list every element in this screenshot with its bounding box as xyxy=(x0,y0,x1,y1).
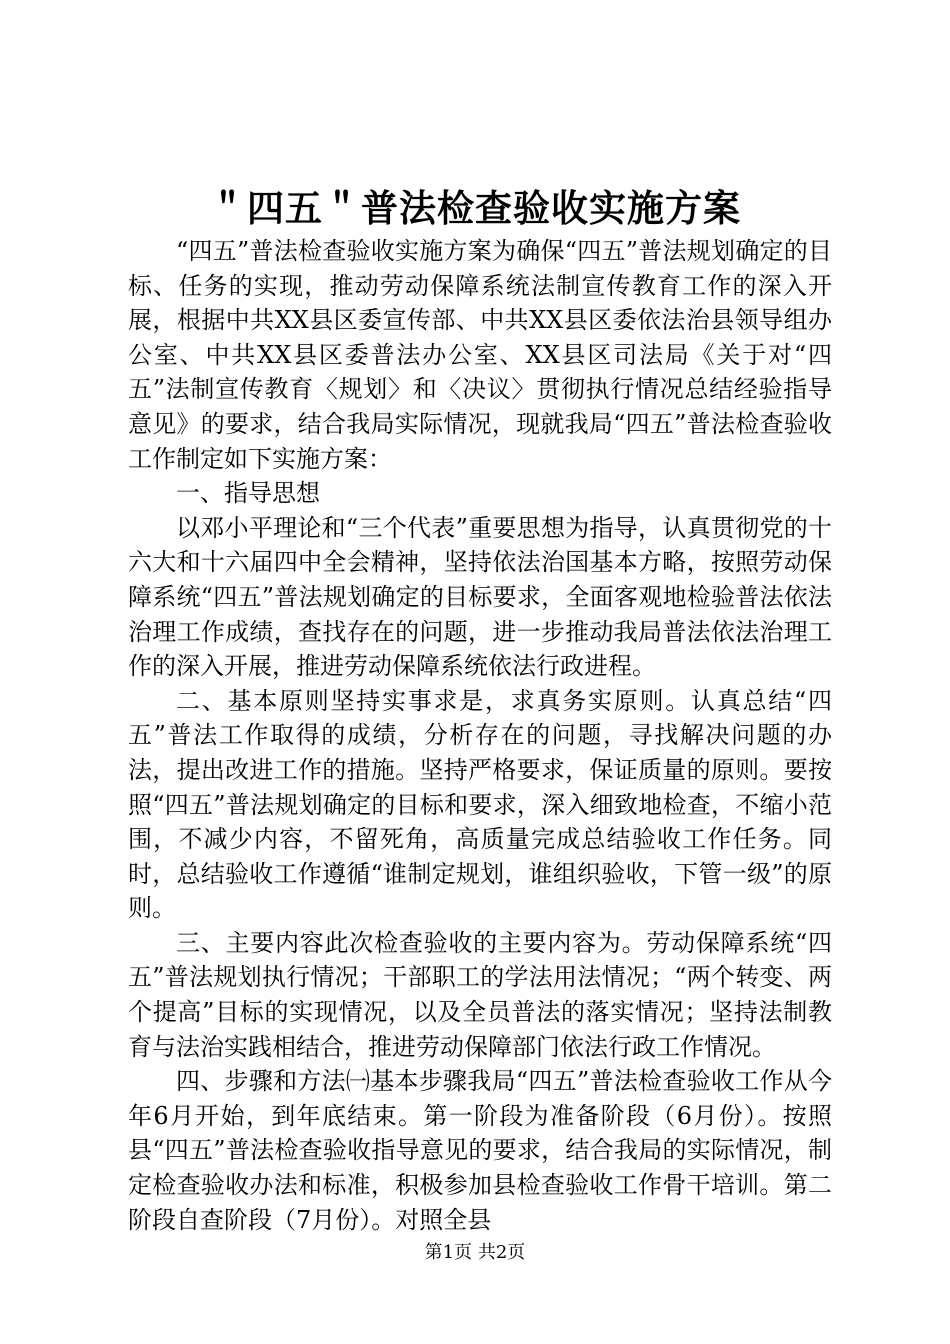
page-footer: 第1页 共2页 xyxy=(424,1242,526,1263)
document-title: ＂四五＂普法检查验收实施方案 xyxy=(209,186,741,230)
paragraph-basic-principles: 二、基本原则坚持实事求是，求真务实原则。认真总结“四五”普法工作取得的成绩，分析存在的问题，寻找解决问题的办法，提出改进工作的措施。坚持严格要求，保证质量的原则。要按照“四五”普法规划确定的目标和要求，深入细致地检查，不缩小范围，不减少内容，不留死角，高质量完成总结验收工作任务。同时，总结验收工作遵循“谁制定规划，谁组织验收，下管一级”的原则。 xyxy=(128,686,832,923)
section-heading-guiding-thought: 一、指导思想 xyxy=(176,479,320,508)
paragraph-intro: “四五”普法检查验收实施方案为确保“四五”普法规划确定的目标、任务的实现，推动劳动保障系统法制宣传教育工作的深入开展，根据中共XX县区委宣传部、中共XX县区委依法治县领导组办公室、中共XX县区委普法办公室、XX县区司法局《关于对“四五”法制宣传教育〈规划〉和〈决议〉贯彻执行情况总结经验指导意见》的要求，结合我局实际情况，现就我局“四五”普法检查验收工作制定如下实施方案： xyxy=(128,237,832,473)
document-body xyxy=(128,234,832,1237)
paragraph-steps-methods: 四、步骤和方法㈠基本步骤我局“四五”普法检查验收工作从今年6月开始，到年底结束。第一阶段为准备阶段（6月份）。按照县“四五”普法检查验收指导意见的要求，结合我局的实际情况，制定检查验收办法和标准，积极参加县检查验收工作骨干培训。第二阶段自查阶段（7月份）。对照全县 xyxy=(128,1067,832,1234)
paragraph-guiding-thought: 以邓小平理论和“三个代表”重要思想为指导，认真贯彻党的十六大和十六届四中全会精神，坚持依法治国基本方略，按照劳动保障系统“四五”普法规划确定的目标要求，全面客观地检验普法依法治理工作成绩，查找存在的问题，进一步推动我局普法依法治理工作的深入开展，推进劳动保障系统依法行政进程。 xyxy=(128,513,832,681)
paragraph-main-content: 三、主要内容此次检查验收的主要内容为。劳动保障系统“四五”普法规划执行情况；干部职工的学法用法情况；“两个转变、两个提高”目标的实现情况，以及全员普法的落实情况；坚持法制教育与法治实践相结合，推进劳动保障部门依法行政工作情况。 xyxy=(128,928,832,1061)
